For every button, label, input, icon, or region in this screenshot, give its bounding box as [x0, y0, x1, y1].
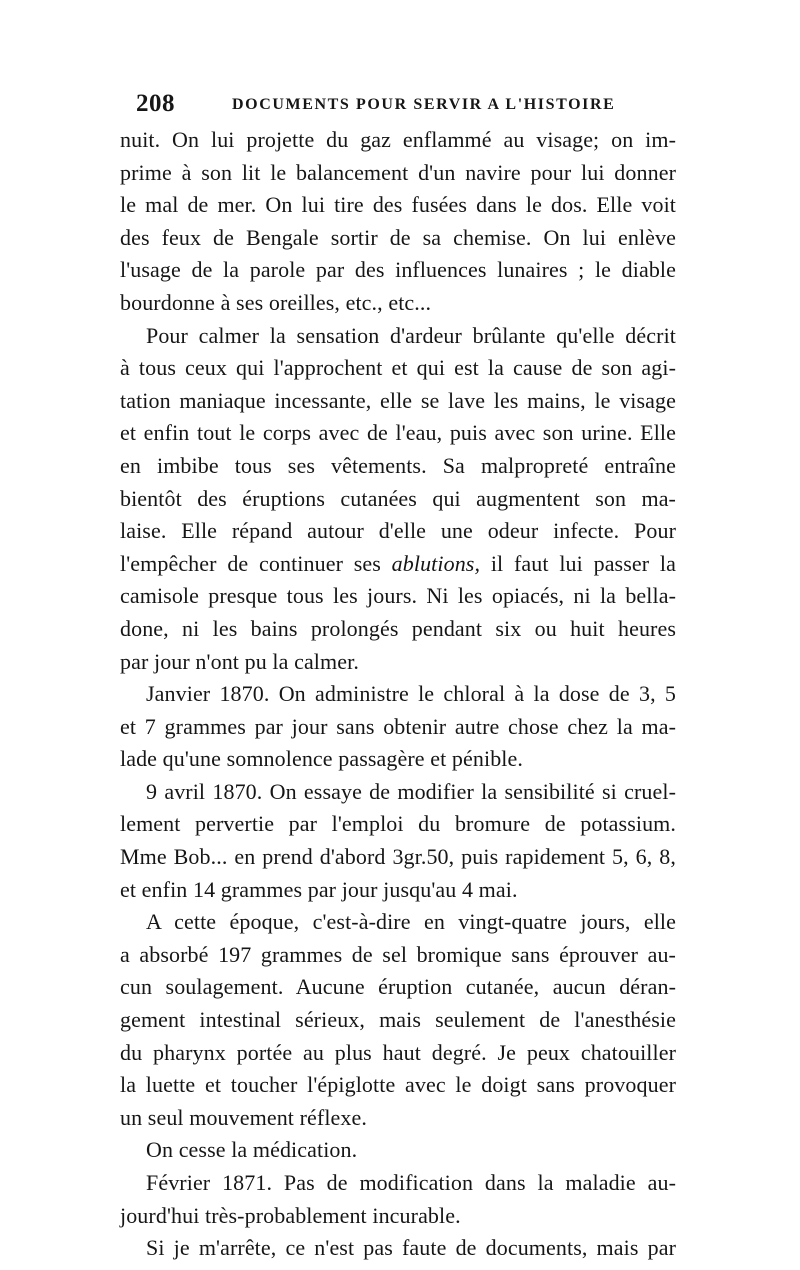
text-line: tation maniaque incessante, elle se lave les mains, le visage	[120, 387, 676, 413]
text-line: le mal de mer. On lui tire des fusées dans le dos. Elle voit	[120, 192, 676, 218]
text-line: Si je m'arrête, ce n'est pas faute de documents, mais par	[146, 1235, 676, 1261]
text-line: bourdonne à ses oreilles, etc., etc...	[120, 289, 432, 315]
text-line: lade qu'une somnolence passagère et pénible.	[120, 746, 523, 772]
text-line: gement intestinal sérieux, mais seulement de l'anesthésie	[120, 1007, 676, 1033]
text-segment: l'empêcher de continuer ses	[120, 550, 392, 576]
text-line: l'usage de la parole par des influences lunaires ; le diable	[120, 257, 676, 283]
text-line: Pour calmer la sensation d'ardeur brûlante qu'elle décrit	[146, 322, 676, 348]
page-number: 208	[136, 90, 175, 117]
text-line: 9 avril 1870. On essaye de modifier la sensibilité si cruel-	[146, 778, 676, 804]
text-line: bientôt des éruptions cutanées qui augmentent son ma-	[120, 485, 676, 511]
text-line: des feux de Bengale sortir de sa chemise. On lui enlève	[120, 224, 676, 250]
text-line: et 7 grammes par jour sans obtenir autre chose chez la ma-	[120, 713, 676, 739]
text-line: camisole presque tous les jours. Ni les opiacés, ni la bella-	[120, 583, 676, 609]
text-line: et enfin 14 grammes par jour jusqu'au 4 mai.	[120, 876, 518, 902]
text-line: Février 1871. Pas de modification dans la maladie au-	[146, 1170, 676, 1195]
text-line: On cesse la médication.	[146, 1137, 358, 1163]
text-line: par jour n'ont pu la calmer.	[120, 648, 359, 674]
text-line: a absorbé 197 grammes de sel bromique sans éprouver au-	[120, 941, 676, 967]
body-text	[120, 124, 676, 1265]
text-line: cun soulagement. Aucune éruption cutanée, aucun déran-	[120, 974, 676, 1000]
text-line: à tous ceux qui l'approchent et qui est la cause de son agi-	[120, 355, 676, 381]
italic-word: ablutions,	[391, 550, 481, 576]
text-line: Mme Bob... en prend d'abord 3gr.50, puis rapidement 5, 6, 8,	[120, 844, 676, 870]
text-line: laise. Elle répand autour d'elle une odeur infecte. Pour	[120, 518, 676, 544]
text-line: prime à son lit le balancement d'un navire pour lui donner	[120, 159, 676, 185]
text-line: un seul mouvement réflexe.	[120, 1104, 367, 1130]
text-line: la luette et toucher l'épiglotte avec le doigt sans provoquer	[120, 1072, 676, 1098]
text-line: du pharynx portée au plus haut degré. Je peux chatouiller	[120, 1039, 676, 1065]
text-line: en imbibe tous ses vêtements. Sa malpropreté entraîne	[120, 452, 676, 478]
text-line-with-italic	[120, 548, 676, 581]
text-line: et enfin tout le corps avec de l'eau, puis avec son urine. Elle	[120, 420, 676, 446]
text-line: lement pervertie par l'emploi du bromure de potassium.	[120, 811, 676, 837]
text-line: done, ni les bains prolongés pendant six ou huit heures	[120, 615, 676, 641]
text-line: jourd'hui très-probablement incurable.	[120, 1202, 461, 1228]
text-line: Janvier 1870. On administre le chloral à la dose de 3, 5	[146, 681, 676, 707]
text-line: A cette époque, c'est-à-dire en vingt-quatre jours, elle	[146, 909, 676, 935]
text-line: nuit. On lui projette du gaz enflammé au visage; on im-	[120, 127, 676, 152]
running-head	[136, 90, 672, 120]
running-title: DOCUMENTS POUR SERVIR A L'HISTOIRE	[232, 96, 616, 113]
text-segment: il faut lui passer la	[480, 550, 676, 576]
